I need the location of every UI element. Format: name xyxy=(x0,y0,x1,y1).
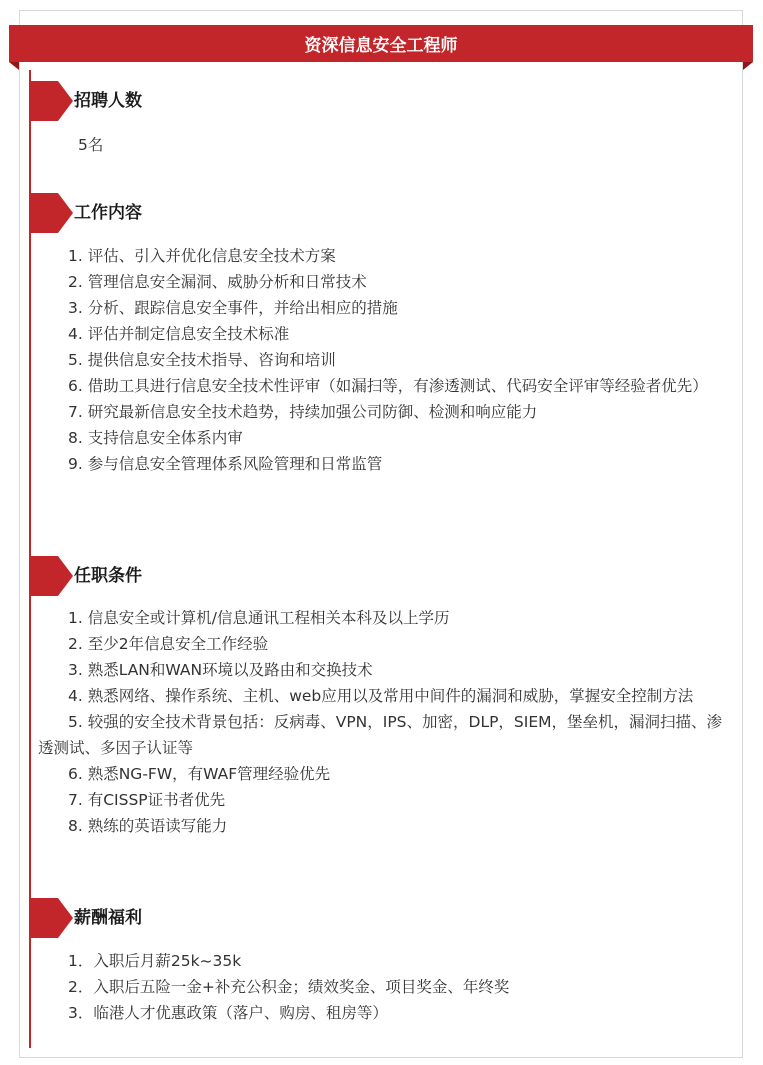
list-item: 3. 熟悉LAN和WAN环境以及路由和交换技术 xyxy=(68,661,373,679)
list-item: 9. 参与信息安全管理体系风险管理和日常监管 xyxy=(68,455,383,473)
section-requirements xyxy=(0,556,763,596)
section-duties xyxy=(0,193,763,233)
section-title: 薪酬福利 xyxy=(74,908,142,928)
benefits-list xyxy=(38,948,728,1026)
list-item: 3．临港人才优惠政策（落户、购房、租房等） xyxy=(68,1004,388,1022)
list-item: 7. 有CISSP证书者优先 xyxy=(68,791,226,809)
section-header xyxy=(0,81,763,121)
section-headcount xyxy=(0,81,763,121)
list-item: 2. 管理信息安全漏洞、威胁分析和日常技术 xyxy=(68,273,367,291)
duties-list xyxy=(38,243,728,477)
section-header xyxy=(0,898,763,938)
section-title: 工作内容 xyxy=(74,203,142,223)
list-item: 5. 较强的安全技术背景包括：反病毒、VPN，IPS、加密，DLP，SIEM，堡垒机，漏洞扫描、渗透测试、多因子认证等 xyxy=(38,713,723,757)
list-item: 2. 至少2年信息安全工作经验 xyxy=(68,635,269,653)
list-item: 8. 支持信息安全体系内审 xyxy=(68,429,243,447)
section-marker xyxy=(30,81,73,121)
list-item: 2．入职后五险一金+补充公积金；绩效奖金、项目奖金、年终奖 xyxy=(68,978,510,996)
banner-fold-left xyxy=(9,62,19,70)
section-marker xyxy=(30,193,73,233)
list-item: 5. 提供信息安全技术指导、咨询和培训 xyxy=(68,351,336,369)
list-item: 6. 熟悉NG-FW，有WAF管理经验优先 xyxy=(68,765,331,783)
section-header xyxy=(0,556,763,596)
list-item: 1. 评估、引入并优化信息安全技术方案 xyxy=(68,247,336,265)
requirements-list xyxy=(38,605,728,839)
section-benefits xyxy=(0,898,763,938)
list-item: 3. 分析、跟踪信息安全事件，并给出相应的措施 xyxy=(68,299,398,317)
list-item: 1. 信息安全或计算机/信息通讯工程相关本科及以上学历 xyxy=(68,609,450,627)
section-title: 任职条件 xyxy=(74,566,142,586)
section-title: 招聘人数 xyxy=(74,91,142,111)
banner-fold-right xyxy=(743,62,753,70)
list-item: 6. 借助工具进行信息安全技术性评审（如漏扫等，有渗透测试、代码安全评审等经验者优先） xyxy=(68,377,708,395)
section-header xyxy=(0,193,763,233)
list-item: 4. 评估并制定信息安全技术标准 xyxy=(68,325,290,343)
list-item: 7. 研究最新信息安全技术趋势，持续加强公司防御、检测和响应能力 xyxy=(68,403,538,421)
list-item: 8. 熟练的英语读写能力 xyxy=(68,817,228,835)
list-item: 1．入职后月薪25k~35k xyxy=(68,952,242,970)
section-marker xyxy=(30,556,73,596)
job-title: 资深信息安全工程师 xyxy=(304,36,458,56)
job-title-banner xyxy=(9,25,753,62)
section-marker xyxy=(30,898,73,938)
headcount-value: 5名 xyxy=(78,136,104,154)
list-item: 4. 熟悉网络、操作系统、主机、web应用以及常用中间件的漏洞和威胁，掌握安全控制方法 xyxy=(68,687,694,705)
